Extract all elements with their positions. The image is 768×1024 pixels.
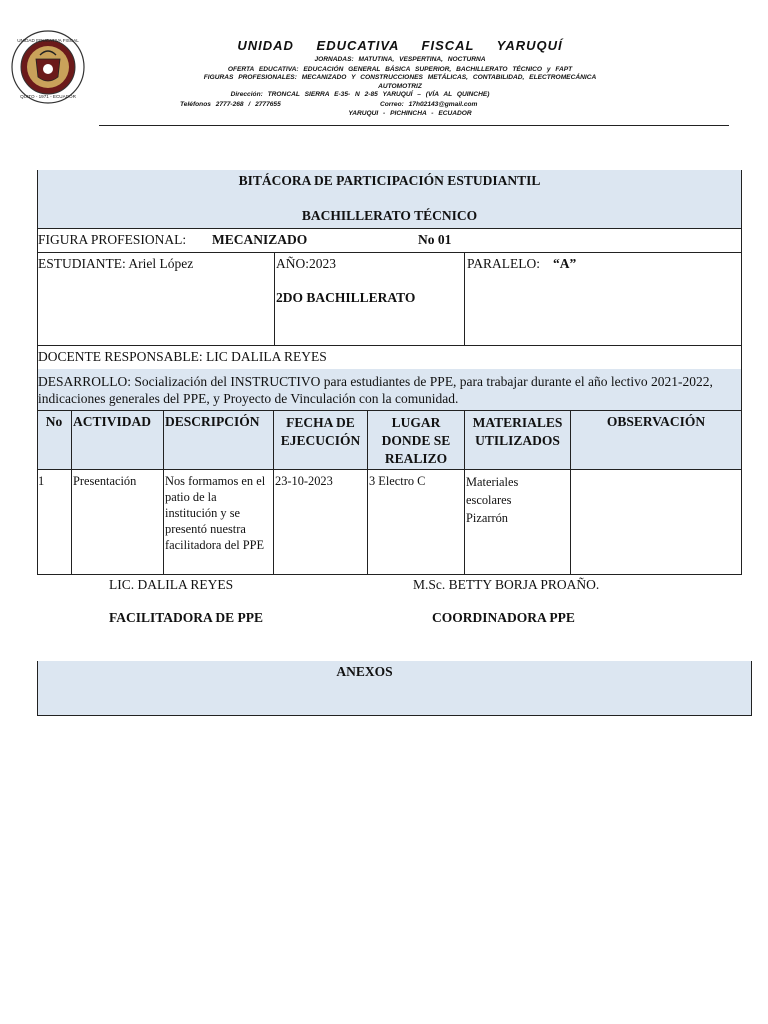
anexos-title: ANEXOS xyxy=(336,664,393,679)
form-title: BITÁCORA DE PARTICIPACIÓN ESTUDIANTIL xyxy=(238,173,541,188)
school-correo: Correo: 17h02143@gmail.com xyxy=(380,101,478,108)
header-no: No xyxy=(45,414,63,429)
header-lugar: LUGAR DONDE SE REALIZO xyxy=(381,415,451,466)
form-number: No 01 xyxy=(418,232,452,247)
cell-fecha: 23-10-2023 xyxy=(275,474,333,488)
school-name: UNIDAD EDUCATIVA FISCAL YARUQUÍ xyxy=(237,38,563,53)
school-oferta: OFERTA EDUCATIVA: EDUCACIÓN GENERAL BÁSICA SUPERIOR, BACHILLERATO TÉCNICO y FAPT xyxy=(227,66,573,73)
paralelo-label: PARALELO: xyxy=(467,256,541,271)
rule xyxy=(37,228,742,229)
rule xyxy=(37,410,742,411)
school-figuras: FIGURAS PROFESIONALES: MECANIZADO Y CONSTRUCCIONES METÁLICAS, CONTABILIDAD, ELECTROMECÁNICA xyxy=(203,74,597,81)
header-fecha: FECHA DE EJECUCIÓN xyxy=(280,415,361,448)
signature-right-name: M.Sc. BETTY BORJA PROAÑO. xyxy=(413,577,600,592)
school-seal-logo xyxy=(10,29,86,105)
school-automotriz: AUTOMOTRIZ xyxy=(378,83,422,90)
figura-label: FIGURA PROFESIONAL: xyxy=(38,232,187,247)
rule xyxy=(274,252,275,345)
rule xyxy=(37,345,742,346)
cell-materiales: Materiales escolares Pizarrón xyxy=(466,475,519,525)
form-subtitle: BACHILLERATO TÉCNICO xyxy=(301,208,478,223)
cell-descripcion: Nos formamos en el patio de la institución y se presentó nuestra facilitadora del PPE xyxy=(165,474,266,552)
school-direccion: Dirección: TRONCAL SIERRA E-35- N 2-85 YARUQUÍ – (VÍA AL QUINCHE) xyxy=(230,91,490,98)
cell-lugar: 3 Electro C xyxy=(369,474,426,488)
cell-no: 1 xyxy=(38,474,45,488)
header-observacion: OBSERVACIÓN xyxy=(606,414,706,429)
cell-actividad: Presentación xyxy=(73,474,137,488)
rule xyxy=(37,574,742,575)
signature-left-role: FACILITADORA DE PPE xyxy=(109,610,264,625)
rule xyxy=(37,252,742,253)
signature-left-name: LIC. DALILA REYES xyxy=(109,577,234,592)
header-actividad: ACTIVIDAD xyxy=(73,414,152,429)
signature-right-role: COORDINADORA PPE xyxy=(432,610,575,625)
rule xyxy=(37,469,742,470)
header-divider xyxy=(99,125,729,126)
border-right xyxy=(741,170,742,575)
curso-field: 2DO BACHILLERATO xyxy=(276,290,416,305)
rule xyxy=(71,410,72,574)
anio-field: AÑO:2023 xyxy=(276,256,336,271)
header-materiales: MATERIALES UTILIZADOS xyxy=(472,415,563,448)
school-jornadas: JORNADAS: MATUTINA, VESPERTINA, NOCTURNA xyxy=(314,56,486,63)
rule xyxy=(464,252,465,345)
svg-text:UNIDAD EDUCATIVA FISCAL: UNIDAD EDUCATIVA FISCAL xyxy=(17,38,79,43)
header-descripcion: DESCRIPCIÓN xyxy=(165,414,260,429)
desarrollo-text: DESARROLLO: Socialización del INSTRUCTIVO para estudiantes de PPE, para trabajar durante el año lectivo 2021-2022, indicaciones generales del PPE, y Proyecto de Vinculación con la comunidad. xyxy=(38,374,713,406)
docente-field: DOCENTE RESPONSABLE: LIC DALILA REYES xyxy=(38,349,327,364)
rule xyxy=(163,410,164,574)
svg-text:QUITO - 1971 - ECUADOR: QUITO - 1971 - ECUADOR xyxy=(20,94,76,99)
school-ubicacion: YARUQUI - PICHINCHA - ECUADOR xyxy=(348,110,472,117)
school-telefonos: Teléfonos 2777-268 / 2777655 xyxy=(180,101,281,108)
rule xyxy=(570,410,571,574)
paralelo-value: “A” xyxy=(553,256,577,271)
figura-value: MECANIZADO xyxy=(212,232,308,247)
estudiante-field: ESTUDIANTE: Ariel López xyxy=(38,256,194,271)
